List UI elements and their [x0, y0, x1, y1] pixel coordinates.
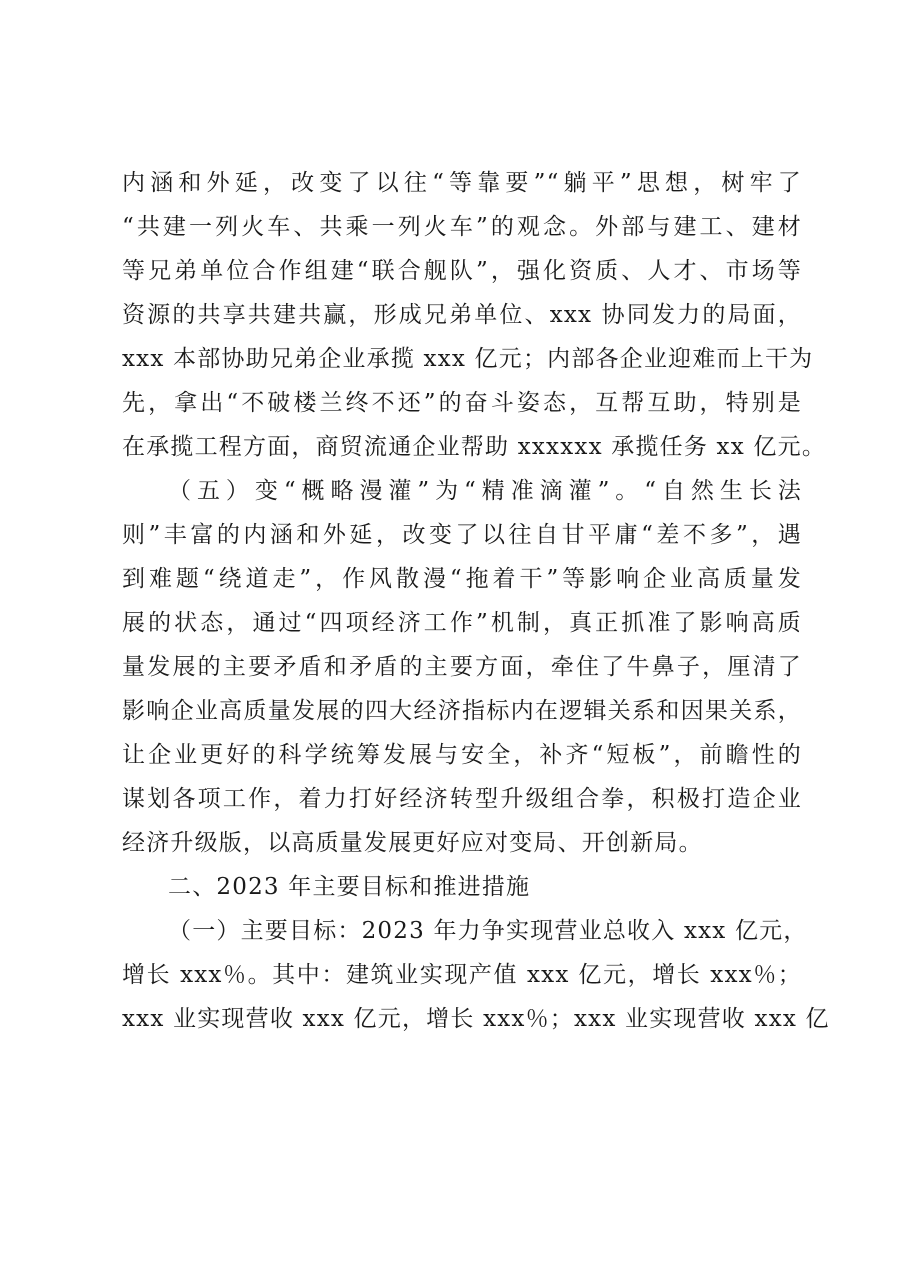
section-heading-line: （五）变“概略漫灌”为“精准滴灌”。“自然生长法 [168, 478, 802, 504]
paragraph-line: 影响企业高质量发展的四大经济指标内在逻辑关系和因果关系， [122, 698, 802, 724]
paragraph-line: xxx 业实现营收 xxx 亿元，增长 xxx％；xxx 业实现营收 xxx 亿 [122, 1006, 830, 1032]
paragraph-line: 在承揽工程方面，商贸流通企业帮助 xxxxxx 承揽任务 xx 亿元。 [122, 434, 827, 460]
paragraph-line: 等兄弟单位合作组建“联合舰队”，强化资质、人才、市场等 [122, 258, 802, 284]
paragraph-line: （一）主要目标：2023 年力争实现营业总收入 xxx 亿元， [168, 918, 808, 944]
paragraph-line: 资源的共享共建共赢，形成兄弟单位、xxx 协同发力的局面， [122, 302, 802, 328]
paragraph-line: 则”丰富的内涵和外延，改变了以往自甘平庸“差不多”，遇 [122, 522, 802, 548]
paragraph-line: 先，拿出“不破楼兰终不还”的奋斗姿态，互帮互助，特别是 [122, 390, 802, 416]
paragraph-line: 内涵和外延，改变了以往“等靠要”“躺平”思想，树牢了 [122, 170, 802, 196]
paragraph-line: xxx 本部协助兄弟企业承揽 xxx 亿元；内部各企业迎难而上干为 [122, 346, 814, 372]
paragraph-line: 展的状态，通过“四项经济工作”机制，真正抓准了影响高质 [122, 610, 802, 636]
paragraph-line: 让企业更好的科学统筹发展与安全，补齐“短板”，前瞻性的 [122, 742, 802, 768]
section-heading: 二、2023 年主要目标和推进措施 [168, 874, 531, 900]
paragraph-line: 增长 xxx％。其中：建筑业实现产值 xxx 亿元，增长 xxx％； [122, 962, 802, 988]
paragraph-line: 谋划各项工作，着力打好经济转型升级组合拳，积极打造企业 [122, 786, 802, 812]
paragraph-line: 经济升级版，以高质量发展更好应对变局、开创新局。 [122, 830, 703, 856]
paragraph-line: “共建一列火车、共乘一列火车”的观念。外部与建工、建材 [122, 214, 802, 240]
paragraph-line: 量发展的主要矛盾和矛盾的主要方面，牵住了牛鼻子，厘清了 [122, 654, 802, 680]
paragraph-line: 到难题“绕道走”，作风散漫“拖着干”等影响企业高质量发 [122, 566, 802, 592]
